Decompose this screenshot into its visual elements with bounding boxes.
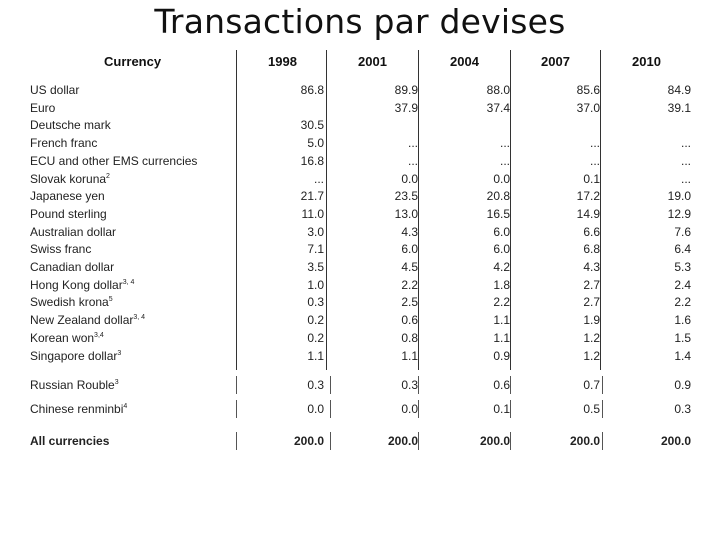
row-label [30, 118, 111, 132]
table-cell: 11.0 [301, 206, 324, 221]
row-label [30, 278, 134, 292]
table-cell: 23.5 [394, 189, 418, 204]
column-divider [326, 50, 327, 370]
table-cell: 0.6 [401, 313, 418, 328]
footnote-mark: 5 [108, 296, 113, 304]
table-cell: 1.2 [583, 330, 600, 345]
table-cell: ... [680, 136, 691, 151]
row-divider-tick [418, 400, 419, 418]
table-cell: 4.3 [401, 224, 418, 239]
footnote-mark: 3, 4 [122, 278, 135, 286]
row-divider-tick [510, 432, 511, 450]
currency-name: Chinese renminbi [30, 402, 124, 416]
table-cell: 19.0 [667, 189, 691, 204]
row-label [30, 434, 109, 448]
column-divider [600, 50, 601, 370]
table-cell: 20.8 [486, 189, 510, 204]
footnote-mark: 2 [106, 172, 110, 180]
table-cell: 7.6 [674, 224, 691, 239]
table-cell: 1.1 [493, 330, 510, 345]
table-cell: 1.1 [401, 348, 418, 363]
table-cell: 0.9 [493, 348, 510, 363]
table-cell: 85.6 [576, 83, 600, 97]
table-cell: 37.4 [486, 100, 510, 115]
footnote-mark: 3 [114, 379, 119, 386]
table-cell: 0.1 [583, 171, 600, 186]
row-divider-tick [330, 432, 331, 450]
currency-name: All currencies [30, 434, 110, 448]
table-cell: 6.0 [493, 242, 510, 257]
table-cell: 88.0 [486, 83, 510, 97]
table-cell: 2.2 [401, 277, 418, 292]
table-cell: 89.9 [394, 83, 418, 97]
row-label [30, 349, 121, 363]
table-cell: 16.5 [486, 206, 510, 221]
row-label [30, 331, 104, 345]
table-cell: 0.3 [401, 378, 418, 392]
row-divider-tick [236, 400, 237, 418]
currency-name: Canadian dollar [30, 260, 115, 274]
table-cell: 0.0 [493, 171, 510, 186]
table-cell: 0.5 [583, 402, 600, 416]
table-cell: 0.2 [307, 313, 324, 328]
table-cell: 7.1 [307, 242, 324, 257]
row-label [30, 172, 110, 186]
row-divider-tick [236, 376, 237, 394]
table-cell: 0.3 [307, 295, 324, 310]
row-label [30, 242, 91, 256]
currency-name: Hong Kong dollar [30, 277, 123, 292]
table-cell: 200.0 [293, 434, 324, 448]
slide-title: Transactions par devises [154, 2, 566, 41]
table-cell: 21.7 [300, 189, 324, 204]
table-cell: 6.6 [583, 224, 600, 239]
row-label [30, 313, 145, 327]
table-cell: ... [313, 171, 324, 186]
table-cell: 37.0 [576, 100, 600, 115]
header-year: 2001 [358, 54, 387, 69]
table-cell: 5.3 [674, 260, 691, 274]
table-cell: 86.8 [300, 83, 324, 97]
row-label [30, 136, 97, 150]
row-divider-tick [236, 432, 237, 450]
table-cell: 4.3 [583, 260, 600, 274]
currency-name: Deutsche mark [30, 118, 111, 133]
row-divider-tick [330, 376, 331, 394]
row-divider-tick [602, 432, 603, 450]
table-cell: 6.0 [401, 242, 418, 257]
table-cell: 200.0 [660, 434, 691, 448]
table-cell: 2.2 [493, 295, 510, 310]
currency-name: New Zealand dollar [30, 313, 134, 328]
table-cell: 2.4 [674, 277, 691, 292]
table-cell: 0.3 [307, 378, 324, 392]
table-cell: 17.2 [576, 189, 600, 204]
header-year: 1998 [268, 54, 297, 69]
table-cell: 4.5 [401, 260, 418, 274]
header-year: 2007 [541, 54, 570, 69]
table-cell: 0.6 [493, 378, 510, 392]
currency-name: Pound sterling [30, 206, 107, 221]
table-cell: 4.2 [493, 260, 510, 274]
table-cell: 2.5 [401, 295, 418, 310]
footnote-mark: 4 [123, 403, 128, 410]
table-cell: ... [407, 136, 418, 151]
table-cell: 84.9 [667, 83, 691, 97]
table-cell: 0.7 [583, 378, 600, 392]
currency-name: French franc [30, 136, 98, 151]
table-cell: ... [589, 136, 600, 151]
table-cell: ... [589, 153, 600, 168]
table-cell: 1.6 [674, 313, 691, 328]
table-cell: 1.1 [493, 313, 510, 328]
header-year: 2004 [450, 54, 479, 69]
table-cell: 1.4 [674, 348, 691, 363]
currency-name: ECU and other EMS currencies [30, 153, 198, 168]
currency-name: US dollar [30, 83, 80, 97]
currency-name: Russian Rouble [30, 378, 115, 392]
table-cell: 0.3 [674, 402, 691, 416]
table-cell: 200.0 [569, 434, 600, 448]
table-cell: 30.5 [300, 118, 324, 133]
footnote-mark: 3, 4 [133, 314, 146, 322]
table-cell: 6.8 [583, 242, 600, 257]
currency-name: Slovak koruna [30, 171, 107, 186]
row-divider-tick [418, 432, 419, 450]
table-cell: 37.9 [394, 100, 418, 115]
table-cell: 1.8 [493, 277, 510, 292]
table-cell: 1.9 [583, 313, 600, 328]
currency-name: Australian dollar [30, 224, 117, 239]
table-cell: 5.0 [307, 136, 324, 151]
currency-name: Euro [30, 100, 56, 115]
row-label [30, 260, 114, 274]
row-divider-tick [602, 400, 603, 418]
table-cell: 13.0 [394, 206, 418, 221]
row-divider-tick [602, 376, 603, 394]
row-divider-tick [510, 376, 511, 394]
table-cell: 0.1 [493, 402, 510, 416]
table-cell: 0.8 [401, 330, 418, 345]
row-label [30, 83, 79, 97]
table-cell: 200.0 [479, 434, 510, 448]
table-cell: 1.5 [674, 330, 691, 345]
row-label [30, 378, 119, 392]
table-cell: ... [499, 136, 510, 151]
table-cell: 0.9 [674, 378, 691, 392]
row-label [30, 207, 107, 221]
table-cell: 39.1 [667, 100, 691, 115]
row-divider-tick [510, 400, 511, 418]
table-cell: 12.9 [667, 206, 691, 221]
table-cell: 6.4 [674, 242, 691, 257]
table-cell: ... [499, 153, 510, 168]
header-year: 2010 [632, 54, 661, 69]
table-cell: 3.5 [307, 260, 324, 274]
table-cell: 2.7 [583, 277, 600, 292]
row-label [30, 295, 113, 309]
footnote-mark: 3 [117, 349, 122, 357]
currency-name: Singapore dollar [30, 348, 118, 363]
table-cell: 2.7 [583, 295, 600, 310]
footnote-mark: 3,4 [94, 331, 104, 339]
row-label [30, 402, 127, 416]
header-currency: Currency [104, 54, 162, 69]
row-divider-tick [418, 376, 419, 394]
currency-name: Japanese yen [30, 189, 105, 204]
table-cell: ... [680, 171, 691, 186]
column-divider [418, 50, 419, 370]
table-cell: 16.8 [300, 153, 324, 168]
row-divider-tick [330, 400, 331, 418]
table-cell: 6.0 [493, 224, 510, 239]
table-cell: 1.2 [583, 348, 600, 363]
row-label [30, 101, 55, 115]
table-cell: 0.2 [307, 330, 324, 345]
table-cell: ... [407, 153, 418, 168]
table-cell: 200.0 [387, 434, 418, 448]
column-divider [510, 50, 511, 370]
row-label [30, 225, 116, 239]
table-cell: 3.0 [307, 224, 324, 239]
table-cell: 0.0 [401, 171, 418, 186]
table-cell: 1.1 [307, 348, 324, 363]
currency-name: Swiss franc [30, 242, 92, 257]
column-divider [236, 50, 237, 370]
currency-name: Swedish krona [30, 295, 109, 310]
table-cell: ... [680, 153, 691, 168]
table-cell: 0.0 [307, 402, 324, 416]
table-cell: 1.0 [307, 277, 324, 292]
currency-name: Korean won [30, 330, 95, 345]
row-label [30, 189, 105, 203]
table-cell: 2.2 [674, 295, 691, 310]
table-cell: 14.9 [576, 206, 600, 221]
table-cell: 0.0 [401, 402, 418, 416]
row-label [30, 154, 197, 168]
